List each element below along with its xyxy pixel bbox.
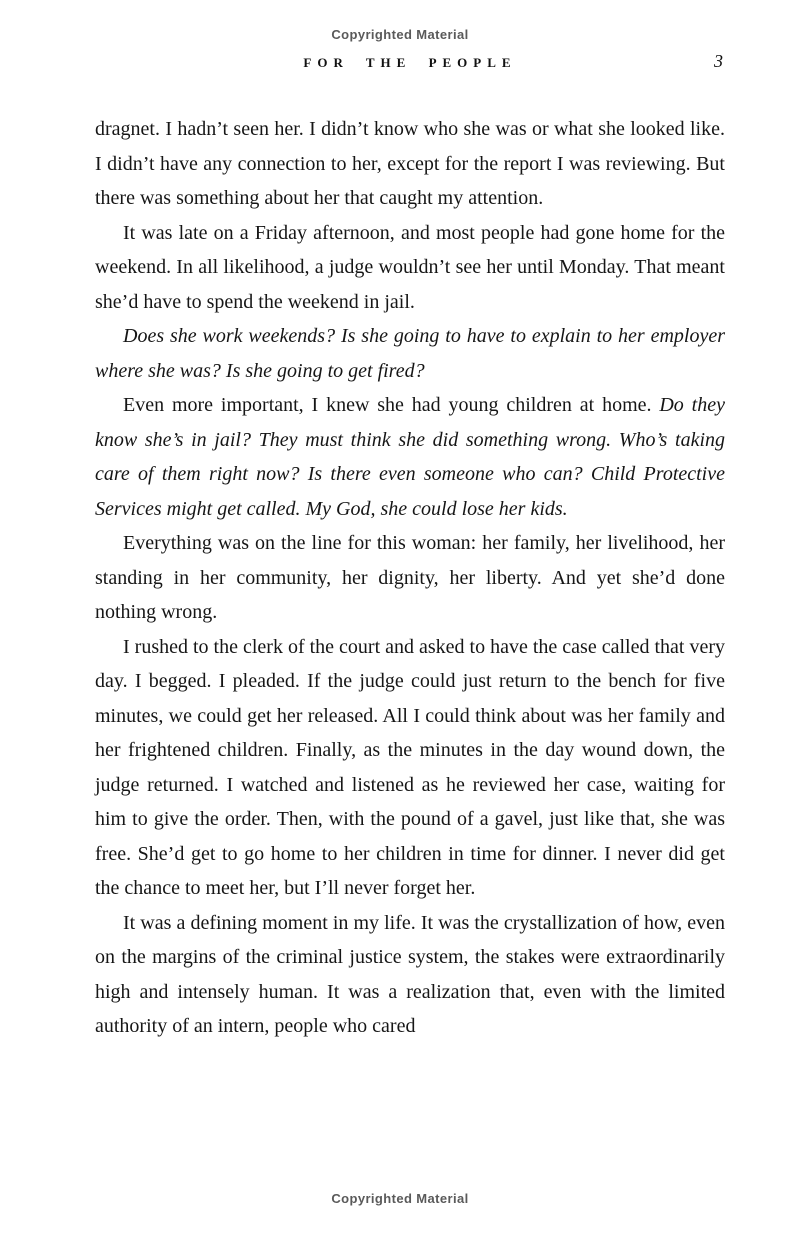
paragraph bbox=[95, 112, 725, 216]
text-run: Even more important, I knew she had young children at home. bbox=[123, 394, 660, 416]
running-title: FOR THE PEOPLE bbox=[303, 55, 517, 70]
text-run: It was late on a Friday afternoon, and most people had gone home for the weekend. In all likelihood, a judge wouldn’t see her until Monday. That meant she’d have to spend the weekend in jail. bbox=[95, 221, 725, 313]
top-watermark: Copyrighted Material bbox=[331, 27, 469, 42]
paragraph bbox=[95, 526, 725, 630]
paragraph bbox=[95, 630, 725, 906]
text-run: It was a defining moment in my life. It was the crystallization of how, even on the margins of the criminal justice system, the stakes were extraordinarily high and intensely human. It was a realization that, even with the limited authority of an intern, people who cared bbox=[95, 911, 725, 1037]
bottom-watermark: Copyrighted Material bbox=[331, 1191, 469, 1206]
paragraph bbox=[95, 906, 725, 1044]
body-text bbox=[95, 112, 725, 1044]
text-run: Everything was on the line for this woman: her family, her livelihood, her standing in her community, her dignity, her liberty. And yet she’d done nothing wrong. bbox=[95, 532, 725, 623]
paragraph bbox=[95, 216, 725, 320]
text-run: dragnet. I hadn’t seen her. I didn’t know who she was or what she looked like. I didn’t have any connection to her, except for the report I was reviewing. But there was something about her that caught my attention. bbox=[95, 118, 725, 209]
paragraph bbox=[95, 388, 725, 526]
italic-run: Does she work weekends? Is she going to have to explain to her employer where she was? Is she going to get fired? bbox=[95, 325, 725, 382]
text-run: I rushed to the clerk of the court and asked to have the case called that very day. I begged. I pleaded. If the judge could just return to the bench for five minutes, we could get her released. All I could think about was her family and her frightened children. Finally, as the minutes in the day wound down, the judge returned. I watched and listened as he reviewed her case, waiting for him to give the order. Then, with the pound of a gavel, just like that, she was free. She’d get to go home to her children in time for dinner. I never did get the chance to meet her, but I’ll never forget her. bbox=[95, 635, 725, 899]
paragraph bbox=[95, 319, 725, 388]
italic-run: Do they know she’s in jail? They must think she did something wrong. Who’s taking care of them right now? Is there even someone who can? Child Protective Services might get called. My God, she could lose her kids. bbox=[95, 394, 725, 520]
running-header bbox=[95, 51, 725, 72]
page-number: 3 bbox=[714, 51, 723, 71]
